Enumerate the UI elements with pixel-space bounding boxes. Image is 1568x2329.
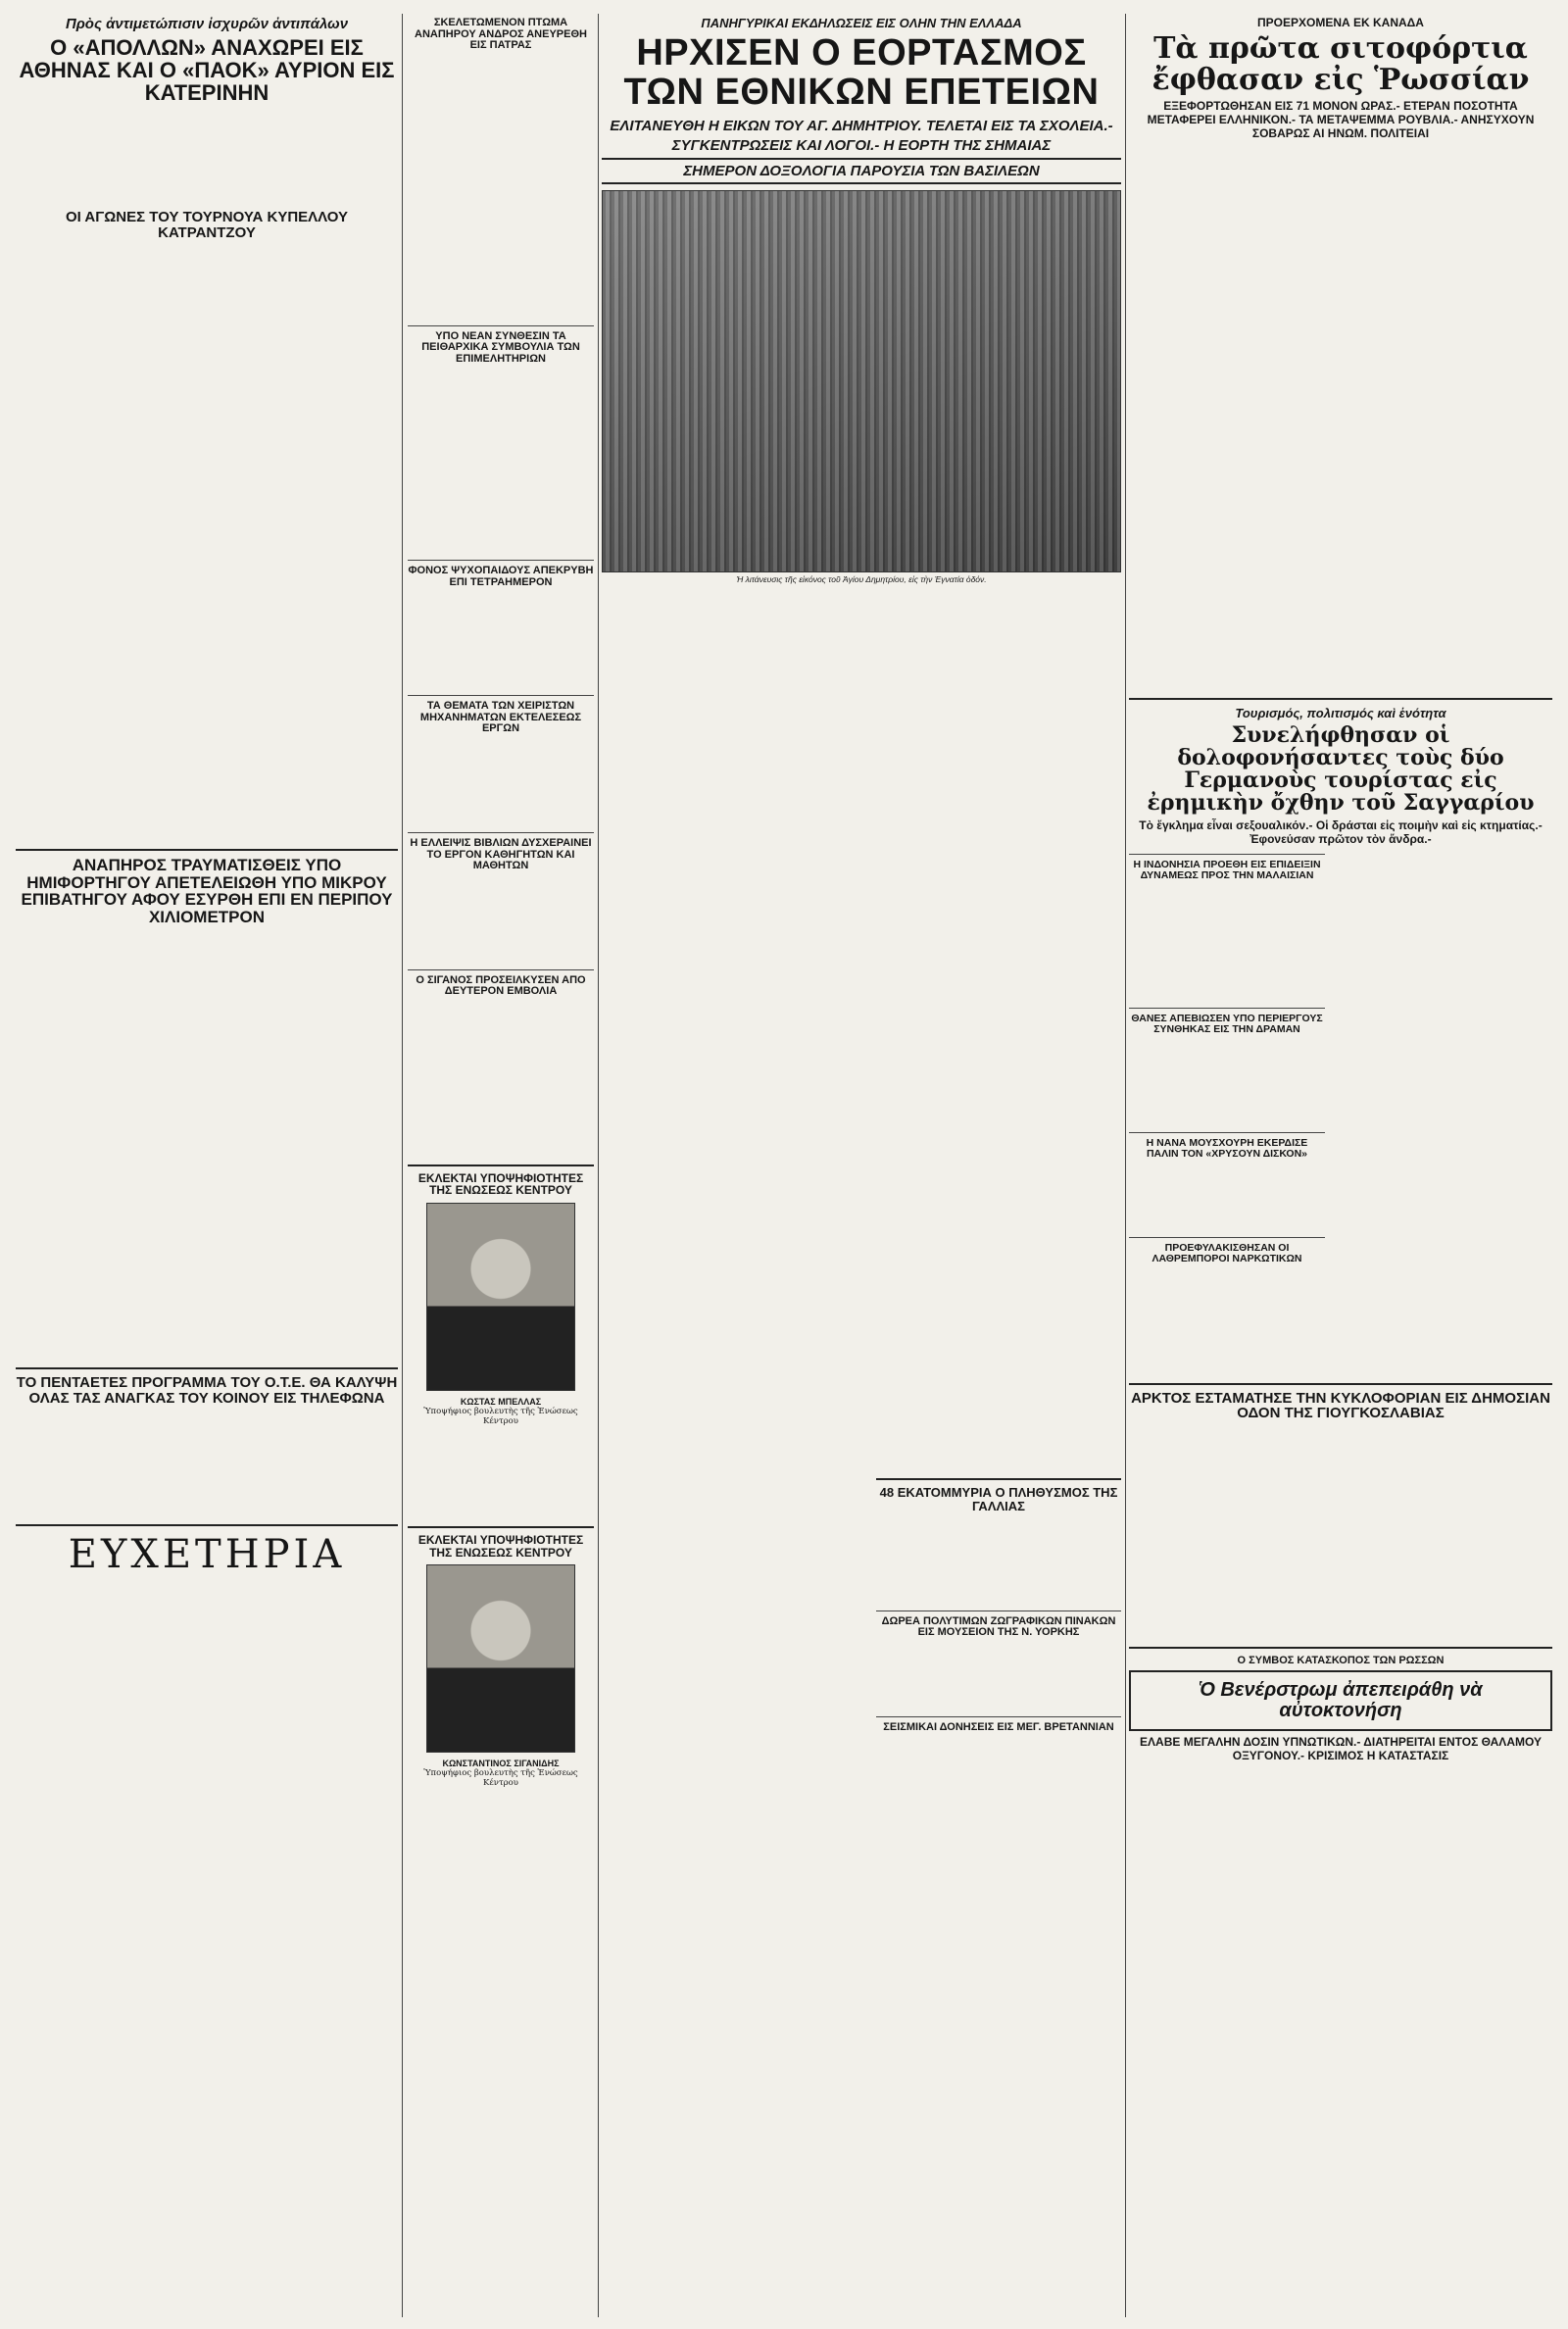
article-body: [1129, 1269, 1325, 1377]
article-body: [16, 1411, 398, 1518]
candidates-headline-1: ΕΚΛΕΚΤΑΙ ΥΠΟΨΗΦΙΟΤΗΤΕΣ ΤΗΣ ΕΝΩΣΕΩΣ ΚΕΝΤΡΟΥ: [417, 1170, 584, 1198]
celebration-headline: ΗΡΧΙΣΕΝ Ο ΕΟΡΤΑΣΜΟΣ ΤΩΝ ΕΘΝΙΚΩΝ ΕΠΕΤΕΙΩΝ: [623, 32, 1100, 113]
mid-sidebar: [876, 1478, 1121, 1733]
article-body: [876, 1643, 1121, 1711]
doxology-ribbon: ΣΗΜΕΡΟΝ ΔΟΞΟΛΟΓΙΑ ΠΑΡΟΥΣΙΑ ΤΩΝ ΒΑΣΙΛΕΩΝ: [602, 158, 1121, 184]
procession-photo: [602, 190, 1121, 572]
councils-headline: ΥΠΟ ΝΕΑΝ ΣΥΝΘΕΣΙΝ ΤΑ ΠΕΙΘΑΡΧΙΚΑ ΣΥΜΒΟΥΛΙΑ ΤΩΝ ΕΠΙΜΕΛΗΤΗΡΙΩΝ: [421, 329, 580, 365]
murder-headline: ΦΟΝΟΣ ΨΥΧΟΠΑΙΔΟΥΣ ΑΠΕΚΡΥΒΗ ΕΠΙ ΤΕΤΡΑΗΜΕΡΟΝ: [408, 565, 594, 588]
tourists-headline: Συνελήφθησαν οἱ δολοφονήσαντες τοὺς δύο Γερμανοὺς τουρίστας εἰς ἐρημικὴν ὄχθην τοῦ Σαγγαρίου: [1147, 722, 1535, 817]
article-body: [602, 590, 1121, 1472]
article-body: [1129, 885, 1325, 1003]
article-body: [408, 1794, 594, 1911]
column-rule: [598, 14, 599, 2317]
column-center: [602, 14, 1121, 2317]
books-headline: Η ΕΛΛΕΙΨΙΣ ΒΙΒΛΙΩΝ ΔΥΣΧΕΡΑΙΝΕΙ ΤΟ ΕΡΓΟΝ ΚΑΘΗΓΗΤΩΝ ΚΑΙ ΜΑΘΗΤΩΝ: [410, 837, 592, 872]
sports-kicker: Πρὸς ἀντιμετώπισιν ἰσχυρῶν ἀντιπάλων: [65, 16, 349, 32]
spy-subhead: ΕΛΑΒΕ ΜΕΓΑΛΗΝ ΔΟΣΙΝ ΥΠΝΩΤΙΚΩΝ.- ΔΙΑΤΗΡΕΙΤΑΙ ΕΝΤΟΣ ΘΑΛΑΜΟΥ ΟΞΥΓΟΝΟΥ.- ΚΡΙΣΙΜΟΣ Η ΚΑΤΑΣΤΑΣΙΣ: [1140, 1735, 1542, 1762]
smugglers-headline: ΠΡΟΕΦΥΛΑΚΙΣΘΗΣΑΝ ΟΙ ΛΑΘΡΕΜΠΟΡΟΙ ΝΑΡΚΩΤΙΚΩΝ: [1152, 1242, 1302, 1265]
accident-headline: ΑΝΑΠΗΡΟΣ ΤΡΑΥΜΑΤΙΣΘΕΙΣ ΥΠΟ ΗΜΙΦΟΡΤΗΓΟΥ ΑΠΕΤΕΛΕΙΩΘΗ ΥΠΟ ΜΙΚΡΟΥ ΕΠΙΒΑΤΗΓΟΥ ΑΦΟΥ ΕΣΥΡΘΗ ΕΠΙ ΕΝ ΠΕΡΙΠΟΥ ΧΙΛΙΟΜΕΤΡΟΝ: [21, 855, 393, 927]
article-body: [876, 1517, 1121, 1606]
article-body: [1129, 1425, 1552, 1641]
article-body: [1129, 143, 1552, 692]
earthquake-headline: ΣΕΙΣΜΙΚΑΙ ΔΟΝΗΣΕΙΣ ΕΙΣ ΜΕΓ. ΒΡΕΤΑΝΝΙΑΝ: [883, 1720, 1114, 1733]
drama-headline: ΘΑΝΕΣ ΑΠΕΒΙΩΣΕΝ ΥΠΟ ΠΕΡΙΕΡΓΟΥΣ ΣΥΝΘΗΚΑΣ ΕΙΣ ΤΗΝ ΔΡΑΜΑΝ: [1131, 1013, 1323, 1036]
bear-headline: ΑΡΚΤΟΣ ΕΣΤΑΜΑΤΗΣΕ ΤΗΝ ΚΥΚΛΟΦΟΡΙΑΝ ΕΙΣ ΔΗΜΟΣΙΑΝ ΟΔΟΝ ΤΗΣ ΓΙΟΥΓΚΟΣΛΑΒΙΑΣ: [1131, 1389, 1550, 1422]
article-body: [408, 56, 594, 321]
candidates-headline-2: ΕΚΛΕΚΤΑΙ ΥΠΟΨΗΦΙΟΤΗΤΕΣ ΤΗΣ ΕΝΩΣΕΩΣ ΚΕΝΤΡΟΥ: [417, 1532, 584, 1560]
portrait-role-2: Ὑποψήφιος βουλευτὴς τῆς Ἑνώσεως Κέντρου: [423, 1768, 578, 1789]
portrait-name-1: ΚΩΣΤΑΣ ΜΠΕΛΛΑΣ: [460, 1396, 542, 1407]
article-body: [1129, 1765, 1552, 2020]
photo-caption: Ἡ λιτάνευσις τῆς εἰκόνος τοῦ Ἁγίου Δημητρίου, εἰς τὴν Ἐγνατία ὁδόν.: [736, 574, 987, 585]
ote-headline: ΤΟ ΠΕΝΤΑΕΤΕΣ ΠΡΟΓΡΑΜΜΑ ΤΟΥ Ο.Τ.Ε. ΘΑ ΚΑΛΥΨΗ ΟΛΑΣ ΤΑΣ ΑΝΑΓΚΑΣ ΤΟΥ ΚΟΙΝΟΥ ΕΙΣ ΤΗΛΕΦΩΝΑ: [16, 1374, 398, 1407]
article-body: [16, 245, 398, 843]
indonesia-headline: Η ΙΝΔΟΝΗΣΙΑ ΠΡΟΕΘΗ ΕΙΣ ΕΠΙΔΕΙΞΙΝ ΔΥΝΑΜΕΩΣ ΠΡΟΣ ΤΗΝ ΜΑΛΑΙΣΙΑΝ: [1133, 859, 1321, 882]
column-rule: [402, 14, 403, 2317]
operators-headline: ΤΑ ΘΕΜΑΤΑ ΤΩΝ ΧΕΙΡΙΣΤΩΝ ΜΗΧΑΝΗΜΑΤΩΝ ΕΚΤΕΛΕΣΕΩΣ ΕΡΓΩΝ: [419, 700, 582, 735]
article-body: [408, 369, 594, 555]
skeleton-headline: ΣΚΕΛΕΤΩΜΕΝΟΝ ΠΤΩΜΑ ΑΝΑΠΗΡΟΥ ΑΝΔΡΟΣ ΑΝΕΥΡΕΘΗ ΕΙΣ ΠΑΤΡΑΣ: [415, 17, 587, 52]
article-body: [16, 1581, 398, 2189]
column-rule: [1125, 14, 1126, 2317]
greetings-title: ΕΥΧΕΤΗΡΙΑ: [68, 1531, 346, 1577]
tourism-kicker: Τουρισμός, πολιτισμός καὶ ἑνότητα: [1235, 706, 1446, 720]
article-body: [408, 592, 594, 690]
article-body: [16, 930, 398, 1362]
article-body: [1129, 1164, 1325, 1232]
portrait-photo-1: [426, 1203, 575, 1391]
sports-headline: Ο «ΑΠΟΛΛΩΝ» ΑΝΑΧΩΡΕΙ ΕΙΣ ΑΘΗΝΑΣ ΚΑΙ Ο «ΠΑΟΚ» ΑΥΡΙΟΝ ΕΙΣ ΚΑΤΕΡΙΝΗΝ: [19, 35, 395, 106]
portrait-photo-2: [426, 1564, 575, 1753]
cup-headline: ΟΙ ΑΓΩΝΕΣ ΤΟΥ ΤΟΥΡΝΟΥΑ ΚΥΠΕΛΛΟΥ ΚΑΤΡΑΝΤΖΟΥ: [65, 209, 349, 242]
article-body: [1333, 849, 1552, 1376]
column-left: [16, 14, 398, 2317]
article-body: [408, 1432, 594, 1520]
grain-headline: Τὰ πρῶτα σιτοφόρτια ἔφθασαν εἰς Ῥωσσίαν: [1152, 31, 1530, 97]
article-body: [1129, 1039, 1325, 1127]
sigmanos-headline: Ο ΣΙΓΑΝΟΣ ΠΡΟΣΕΙΛΚΥΣΕΝ ΑΠΟ ΔΕΥΤΕΡΟΝ ΕΜΒΟΛΙΑ: [416, 973, 586, 998]
france-headline: 48 ΕΚΑΤΟΜΜΥΡΙΑ Ο ΠΛΗΘΥΣΜΟΣ ΤΗΣ ΓΑΛΛΙΑΣ: [879, 1485, 1118, 1513]
spy-headline: Ὁ Βενέρστρωμ ἀπεπειράθη νὰ αὐτοκτονήση: [1199, 1679, 1483, 1721]
mouskouri-headline: Η ΝΑΝΑ ΜΟΥΣΧΟΥΡΗ ΕΚΕΡΔΙΣΕ ΠΑΛΙΝ ΤΟΝ «ΧΡΥΣΟΥΝ ΔΙΣΚΟΝ»: [1146, 1137, 1308, 1161]
celebration-subhead: ΕΛΙΤΑΝΕΥΘΗ Η ΕΙΚΩΝ ΤΟΥ ΑΓ. ΔΗΜΗΤΡΙΟΥ. ΤΕΛΕΤΑΙ ΕΙΣ ΤΑ ΣΧΟΛΕΙΑ.- ΣΥΓΚΕΝΤΡΩΣΕΙΣ ΚΑΙ ΛΟΓΟΙ.- Η ΕΟΡΤΗ ΤΗΣ ΣΗΜΑΙΑΣ: [610, 117, 1113, 155]
article-body: [408, 739, 594, 827]
column-right: [1129, 14, 1552, 2317]
grain-subhead: ΕΞΕΦΟΡΤΩΘΗΣΑΝ ΕΙΣ 71 ΜΟΝΟΝ ΩΡΑΣ.- ΕΤΕΡΑΝ ΠΟΣΟΤΗΤΑ ΜΕΤΑΦΕΡΕΙ ΕΛΛΗΝΙΚΟΝ.- ΤΑ ΜΕΤΑΨΕΜΜΑ ΡΟΥΒΛΙΑ.- ΑΝΗΣΥΧΟΥΝ ΣΟΒΑΡΩΣ ΑΙ ΗΝΩΜ. ΠΟΛΙΤΕΙΑΙ: [1147, 99, 1535, 140]
article-body: [408, 876, 594, 965]
tourists-subhead: Τὸ ἔγκλημα εἶναι σεξουαλικόν.- Οἱ δράσται εἰς ποιμὴν καὶ εἰς κτηματίας.- Ἐφονεύσαν πρῶτον τὸν ἄνδρα.-: [1139, 818, 1543, 847]
article-body: [408, 1002, 594, 1159]
museum-headline: ΔΩΡΕΑ ΠΟΛΥΤΙΜΩΝ ΖΩΓΡΑΦΙΚΩΝ ΠΙΝΑΚΩΝ ΕΙΣ ΜΟΥΣΕΙΟΝ ΤΗΣ Ν. ΥΟΡΚΗΣ: [881, 1614, 1116, 1639]
article-body: [16, 108, 398, 206]
spy-kicker: Ο ΣΥΜΒΟΣ ΚΑΤΑΣΚΟΠΟΣ ΤΩΝ ΡΩΣΣΩΝ: [1237, 1655, 1445, 1666]
portrait-role-1: Ὑποψήφιος βουλευτὴς τῆς Ἑνώσεως Κέντρου: [423, 1406, 578, 1426]
celebration-kicker: ΠΑΝΗΓΥΡΙΚΑΙ ΕΚΔΗΛΩΣΕΙΣ ΕΙΣ ΟΛΗΝ ΤΗΝ ΕΛΛΑΔΑ: [701, 16, 1022, 30]
portrait-name-2: ΚΩΝΣΤΑΝΤΙΝΟΣ ΣΙΓΑΝΙΔΗΣ: [442, 1759, 560, 1769]
canada-kicker: ΠΡΟΕΡΧΟΜΕΝΑ ΕΚ ΚΑΝΑΔΑ: [1257, 16, 1424, 29]
column-second: [408, 14, 594, 2317]
